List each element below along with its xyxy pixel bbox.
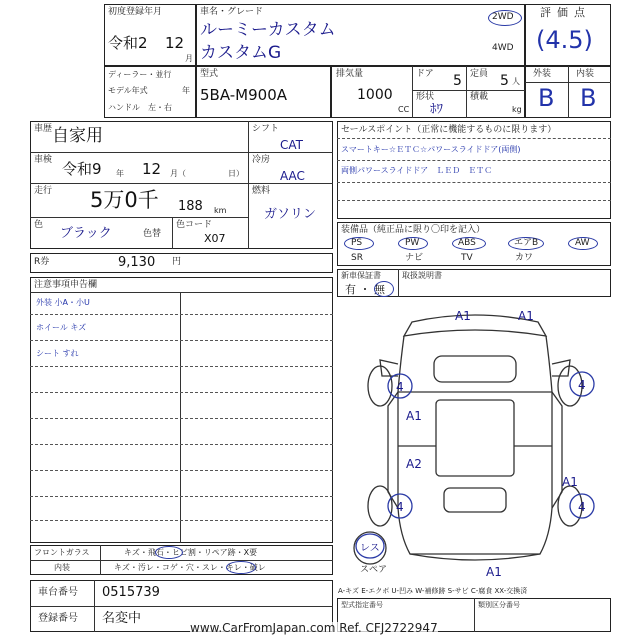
notes-line3: シート すれ [36, 349, 79, 358]
mark-spare: レス [360, 543, 380, 554]
mark-front-left: A1 [455, 309, 471, 323]
form-vdivider [474, 598, 475, 632]
rating-value: (4.5) [536, 26, 593, 54]
shift-label: シフト [252, 124, 280, 134]
sales-dash4 [337, 200, 611, 201]
notes-line2: ホイール キズ [36, 323, 87, 332]
notes-dash6 [30, 444, 333, 445]
capacity-unit: 人 [512, 77, 520, 86]
warranty-value: 有 ・ 無 [345, 283, 385, 296]
interior-wear-circle [226, 561, 256, 574]
capacity-label: 定員 [470, 69, 489, 79]
lot-hdivider [30, 606, 333, 607]
yen-unit: 円 [172, 257, 182, 267]
recycle-box [30, 253, 333, 273]
mark-tire-fl: 4 [396, 380, 404, 394]
first-reg-month-unit: 月 [185, 54, 193, 63]
mileage-sub: 188 [178, 199, 203, 214]
inspection-month: 12 [142, 160, 162, 178]
mark-side-lower: A2 [406, 457, 422, 471]
notes-dash4 [30, 392, 333, 393]
color-code-value: X07 [204, 232, 226, 245]
notes-head-line [30, 292, 333, 293]
left-info-h3 [30, 217, 248, 218]
rating-label: 評価点 [540, 6, 591, 19]
body-right [552, 392, 562, 508]
notes-dash7 [30, 470, 333, 471]
ext-int-divider [568, 66, 569, 118]
color-code-label: 色コード [176, 220, 213, 230]
watermark: www.CarFromJapan.com Ref. CFJ2722947 [190, 621, 438, 635]
displacement-label: 排気量 [336, 69, 364, 79]
equip-leather: カワ [515, 253, 534, 263]
inspection-month-unit: 月（ [170, 169, 186, 178]
warranty-divider [398, 269, 399, 297]
car-name: ルーミーカスタム [200, 20, 336, 40]
kg-unit: kg [512, 105, 522, 114]
registration-label: 登録番号 [38, 613, 78, 624]
equip-airbag: エアB [514, 238, 539, 248]
drive-2wd: 2WD [492, 12, 514, 22]
spec-hdivider [412, 90, 525, 91]
roof [436, 400, 514, 476]
chassis-label: 車台番号 [38, 587, 78, 598]
mileage-label: 走行 [34, 186, 53, 196]
spare-label: スペア [360, 565, 388, 575]
shape-value: ﾎﾜ [430, 102, 443, 117]
notes-dash5 [30, 418, 333, 419]
car-grade: カスタムG [200, 43, 282, 63]
shape-label: 形状 [416, 92, 435, 102]
sales-point-line2: 両側パワースライドドア ＬＥＤ ＥＴＣ [341, 166, 493, 175]
left-info-vdivider [248, 121, 249, 249]
warranty-none-circle [374, 281, 394, 297]
form-label2: 類別区分番号 [478, 601, 520, 609]
left-info-h-right2 [248, 183, 333, 184]
name-grade-label: 車名・グレード [200, 7, 264, 17]
exterior-label: 外装 [533, 69, 552, 79]
front-glass-label: フロントガラス [34, 548, 90, 557]
interior-label: 内装 [576, 69, 595, 79]
sales-point-line1: スマートキー☆ＥＴＣ☆パワースライドドア(両側) [341, 145, 521, 154]
sales-dash3 [337, 182, 611, 183]
equip-tv: TV [461, 253, 473, 263]
ac-value: AAC [280, 169, 305, 183]
equip-sr: SR [351, 253, 363, 263]
notes-dash8 [30, 496, 333, 497]
ext-int-hdivider [525, 82, 611, 83]
sales-dash2 [337, 160, 611, 161]
drive-4wd: 4WD [492, 43, 514, 53]
glass-hdivider [30, 560, 333, 561]
rear-body [398, 508, 552, 554]
model-label: 型式 [200, 69, 219, 79]
equipment-label: 装備品（純正品に限り〇印を記入） [341, 225, 486, 235]
spec-divider2 [466, 66, 467, 118]
recycle-value: 9,130 [118, 255, 156, 270]
exterior-grade: B [538, 84, 555, 112]
first-reg-label: 初度登録年月 [108, 7, 163, 17]
notes-dash2 [30, 340, 333, 341]
registration-value: 名変中 [102, 611, 142, 626]
color-value: ブラック [60, 226, 112, 241]
front-body [398, 336, 552, 392]
ac-label: 冷房 [252, 155, 271, 165]
chassis-value: 0515739 [102, 585, 160, 600]
inspection-label: 車検 [34, 155, 53, 165]
color-change-label: 色替 [143, 229, 162, 239]
warranty-label: 新車保証書 [341, 271, 381, 280]
capacity-value: 5 [500, 73, 509, 89]
recycle-label: R券 [34, 257, 50, 267]
mark-front-right: A1 [518, 309, 534, 323]
notes-line1: 外装 小A・小U [36, 298, 90, 307]
mileage-value: 5万0千 [90, 188, 159, 212]
first-reg-era: 令和2 [108, 34, 148, 52]
damage-legend: A-キズ E-エクボ U-凹み W-補修跡 S-サビ C-腐食 XX-交換済 [338, 587, 528, 595]
dealer-label: ディーラー・並行 [108, 70, 172, 79]
load-label: 積載 [470, 92, 489, 102]
mark-rear-right: A1 [562, 475, 578, 489]
mark-side-upper: A1 [406, 409, 422, 423]
color-code-divider [172, 217, 173, 249]
fuel-value: ガソリン [264, 207, 317, 222]
mark-tire-rr: 4 [578, 500, 586, 514]
interior-grade: B [580, 84, 597, 112]
purpose-label: 車歴 [34, 124, 53, 134]
spec-divider1 [412, 66, 413, 118]
front-glass-value: キズ・飛石・ヒビ割・リペア跡・X要 [124, 548, 258, 557]
inspection-era: 令和9 [62, 160, 102, 178]
manual-label: 取扱説明書 [402, 271, 442, 280]
interior-label-glass: 内装 [54, 563, 70, 572]
body-left [388, 392, 398, 508]
color-label: 色 [34, 220, 44, 230]
notes-dash1 [30, 314, 333, 315]
notes-box [30, 277, 333, 543]
equip-abs: ABS [458, 238, 476, 248]
handle-label: ハンドル 左・右 [108, 103, 172, 112]
sales-point-label: セールスポイント（正常に機能するものに限ります） [341, 125, 557, 135]
purpose-value: 自家用 [52, 126, 103, 146]
rear-window [444, 488, 506, 512]
rear-bumper [410, 554, 540, 560]
car-damage-diagram [340, 296, 610, 576]
notes-dash3 [30, 366, 333, 367]
form-label1: 型式指定番号 [341, 601, 383, 609]
mark-tire-fr: 4 [578, 378, 586, 392]
inspection-day-unit: 日） [228, 169, 244, 178]
model-year-char: 年 [182, 86, 190, 95]
first-reg-month: 12 [165, 34, 185, 52]
equip-aw: AW [575, 238, 590, 248]
mark-rear: A1 [486, 565, 502, 576]
cc-unit: CC [398, 105, 410, 114]
door-label: ドア [416, 69, 434, 79]
shift-value: CAT [280, 138, 303, 152]
model-value: 5BA-M900A [200, 86, 288, 104]
km-unit: km [214, 206, 227, 215]
model-year-label: モデル年式 [108, 86, 148, 95]
left-info-h1 [30, 152, 248, 153]
equip-pw: PW [405, 238, 420, 248]
mark-tire-rl: 4 [396, 500, 404, 514]
fuel-label: 燃料 [252, 186, 271, 196]
front-glass-chip-circle [155, 546, 183, 559]
interior-glass-value: キズ・汚レ・コゲ・穴・スレ・キレ・破レ [114, 563, 266, 572]
equip-ps: PS [351, 238, 363, 248]
inspection-year-unit: 年 [116, 169, 124, 178]
equip-navi: ナビ [405, 253, 424, 263]
sales-dash1 [337, 138, 611, 139]
notes-dash9 [30, 520, 333, 521]
windshield [434, 356, 516, 382]
left-info-h2 [30, 183, 248, 184]
displacement-value: 1000 [357, 87, 393, 103]
notes-label: 注意事項申告欄 [34, 280, 98, 290]
door-value: 5 [453, 73, 462, 89]
left-info-h-right1 [248, 152, 333, 153]
